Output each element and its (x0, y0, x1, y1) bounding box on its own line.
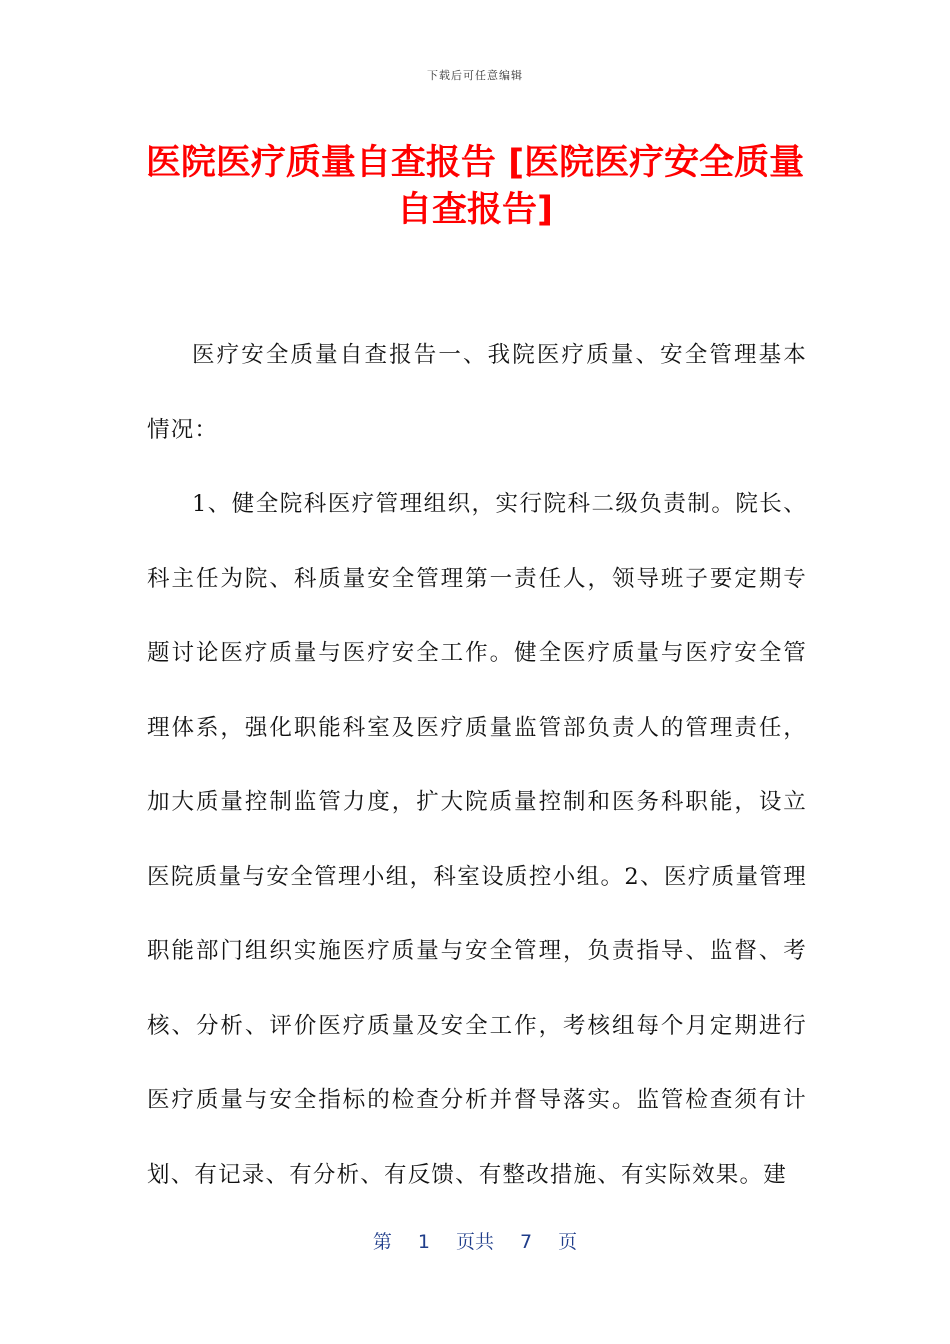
page-middle: 页共 (455, 1231, 494, 1253)
paragraph-1: 医疗安全质量自查报告一、我院医疗质量、安全管理基本情况： (147, 342, 807, 443)
paragraph-2: 1、健全院科医疗管理组织，实行院科二级负责制。院长、科主任为院、科质量安全管理第一责任人，领导班子要定期专题讨论医疗质量与医疗安全工作。健全医疗质量与医疗安全管理体系，强化职能科室及医疗质量监管部负责人的管理责任，加大质量控制监管力度，扩大院质量控制和医务科职能，设立医院质量与安全管理小组，科室设质控小组。2、医疗质量管理职能部门组织实施医疗质量与安全管理，负责指导、监督、考核、分析、评价医疗质量及安全工作，考核组每个月定期进行医疗质量与安全指标的检查分析并督导落实。监管检查须有计划、有记录、有分析、有反馈、有整改措施、有实际效果。建 (147, 491, 807, 1188)
header-note: 下载后可任意编辑 (427, 69, 523, 82)
document-body (147, 318, 807, 1212)
document-title: 医院医疗质量自查报告 [医院医疗安全质量自查报告] (145, 143, 805, 230)
page-prefix: 第 (372, 1231, 392, 1253)
page-number-footer (0, 1227, 950, 1254)
total-page-number: 7 (520, 1231, 533, 1253)
current-page-number: 1 (417, 1231, 430, 1253)
page-suffix: 页 (558, 1231, 578, 1253)
